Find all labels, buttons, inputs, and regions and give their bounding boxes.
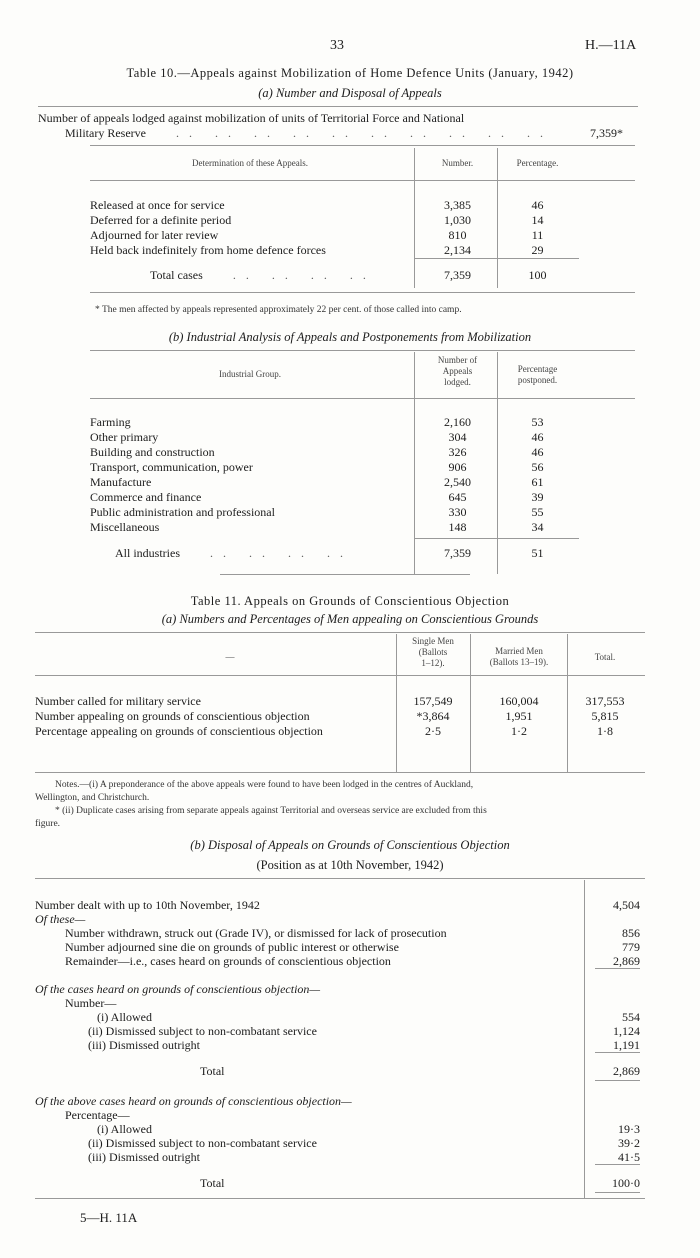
allowed-value: 554	[622, 1010, 640, 1024]
position-date: (Position as at 10th November, 1942)	[256, 858, 444, 872]
industry-row-number: 2,540	[444, 475, 471, 489]
col-divider	[414, 148, 415, 288]
objection-row-label: Number called for military service	[35, 694, 201, 708]
rule	[35, 675, 645, 676]
table11-notes-2: Wellington, and Christchurch.	[35, 793, 150, 803]
rule	[595, 1192, 640, 1193]
industry-row-label: Commerce and finance	[90, 490, 202, 504]
table11-notes-1: Notes.—(i) A preponderance of the above appeals were found to have been lodged in the centres of Auckland,	[55, 780, 474, 790]
page-number: 33	[330, 38, 344, 53]
page-signature: 5—H. 11A	[80, 1210, 138, 1225]
col-single-men: Single Men (Ballots 1–12).	[412, 636, 454, 668]
remainder-label: Remainder—i.e., cases heard on grounds of conscientious objection	[65, 954, 391, 968]
industry-row-number: 148	[448, 520, 467, 534]
col-divider	[470, 634, 471, 772]
col-divider	[497, 352, 498, 574]
col-married-men: Married Men (Ballots 13–19).	[489, 646, 549, 667]
determination-row-label: Deferred for a definite period	[90, 213, 232, 227]
rule	[35, 772, 645, 773]
adjourned-label: Number adjourned sine die on grounds of public interest or otherwise	[65, 940, 399, 954]
number-heading-label: Number—	[65, 996, 117, 1010]
rule	[35, 632, 645, 633]
determination-row-label: Held back indefinitely from home defence forces	[90, 243, 326, 257]
industry-row-pct: 55	[531, 505, 544, 519]
adjourned-value: 779	[622, 940, 640, 954]
industry-row-number: 326	[448, 445, 467, 459]
lodged-value: 7,359*	[590, 126, 623, 140]
rule	[90, 145, 635, 146]
industry-row-pct: 46	[531, 445, 544, 459]
determination-row-label: Released at once for service	[90, 198, 225, 212]
pct-outright-value: 41·5	[618, 1150, 640, 1164]
industry-row-number: 330	[448, 505, 467, 519]
objection-row-married: 1,951	[505, 709, 533, 723]
industry-row-label: Building and construction	[90, 445, 215, 459]
all-industries-number: 7,359	[444, 546, 471, 560]
table10-footnote: * The men affected by appeals represented approximately 22 per cent. of those called into camp.	[95, 305, 462, 315]
rule	[90, 180, 635, 181]
rule	[35, 1198, 645, 1199]
objection-row-single: 2·5	[425, 724, 441, 738]
determination-row-pct: 14	[531, 213, 544, 227]
col-percentage: Percentage.	[516, 158, 559, 168]
noncombatant-label: (ii) Dismissed subject to non-combatant service	[88, 1024, 317, 1038]
dealt-value: 4,504	[613, 898, 640, 912]
determination-row-number: 1,030	[444, 213, 471, 227]
industry-row-pct: 56	[531, 460, 544, 474]
rule	[38, 106, 638, 107]
above-heading-label: Of the above cases heard on grounds of conscientious objection—	[35, 1094, 352, 1108]
col-divider	[396, 634, 397, 772]
pct-noncombatant-label: (ii) Dismissed subject to non-combatant service	[88, 1136, 317, 1150]
determination-row-number: 810	[448, 228, 467, 242]
pct-total-value: 100·0	[612, 1176, 640, 1190]
col-industrial-group: Industrial Group.	[219, 369, 281, 379]
determination-row-label: Adjourned for later review	[90, 228, 219, 242]
objection-row-married: 1·2	[511, 724, 527, 738]
pct-allowed-value: 19·3	[618, 1122, 640, 1136]
table11-title: Table 11. Appeals on Grounds of Conscientious Objection	[190, 594, 510, 608]
pct-outright-label: (iii) Dismissed outright	[88, 1150, 200, 1164]
industry-row-label: Transport, communication, power	[90, 460, 253, 474]
rule	[414, 258, 579, 259]
industry-row-label: Farming	[90, 415, 131, 429]
table11-notes-3: * (ii) Duplicate cases arising from separate appeals against Territorial and overseas service are excluded from this	[55, 806, 487, 816]
pct-allowed-label: (i) Allowed	[97, 1122, 152, 1136]
total-cases-number: 7,359	[444, 268, 471, 282]
lodged-line2: Military Reserve .. .. .. .. .. .. .. .. .. ..	[65, 126, 553, 140]
total-cases-label: Total cases .. .. .. ..	[150, 268, 376, 282]
rule	[90, 398, 635, 399]
determination-row-pct: 11	[531, 228, 544, 242]
of-these-label: Of these—	[35, 912, 86, 926]
objection-row-single: *3,864	[416, 709, 450, 723]
objection-row-label: Percentage appealing on grounds of conscientious objection	[35, 724, 323, 738]
heard-heading-label: Of the cases heard on grounds of conscientious objection—	[35, 982, 321, 996]
pct-noncombatant-value: 39·2	[618, 1136, 640, 1150]
withdrawn-label: Number withdrawn, struck out (Grade IV), or dismissed for lack of prosecution	[65, 926, 447, 940]
rule	[595, 1164, 640, 1165]
outright-value: 1,191	[613, 1038, 640, 1052]
industry-row-number: 645	[448, 490, 467, 504]
all-industries-label: All industries .. .. .. ..	[115, 546, 353, 560]
industry-row-pct: 39	[531, 490, 544, 504]
table10-subtitle-b: (b) Industrial Analysis of Appeals and Postponements from Mobilization	[168, 330, 532, 344]
percentage-heading-label: Percentage—	[65, 1108, 130, 1122]
rule	[595, 968, 640, 969]
objection-row-total: 5,815	[591, 709, 619, 723]
col-divider	[567, 634, 568, 772]
industry-row-label: Manufacture	[90, 475, 152, 489]
table11-subtitle-a: (a) Numbers and Percentages of Men appealing on Conscientious Grounds	[161, 612, 539, 626]
industry-row-label: Miscellaneous	[90, 520, 160, 534]
document-reference: H.—11A	[585, 38, 637, 53]
objection-row-married: 160,004	[499, 694, 539, 708]
table10-title: Table 10.—Appeals against Mobilization of Home Defence Units (January, 1942)	[126, 66, 574, 80]
rule	[35, 878, 645, 879]
total-cases-pct: 100	[528, 268, 547, 282]
industry-row-number: 304	[448, 430, 467, 444]
col-divider	[584, 880, 585, 1198]
objection-row-total: 317,553	[585, 694, 625, 708]
objection-row-single: 157,549	[413, 694, 453, 708]
number-total-value: 2,869	[613, 1064, 640, 1078]
col-total: Total.	[594, 652, 616, 662]
col-appeals-lodged: Number of Appeals lodged.	[437, 355, 478, 387]
table10-subtitle-a: (a) Number and Disposal of Appeals	[258, 86, 442, 100]
col-divider	[497, 148, 498, 288]
objection-row-label: Number appealing on grounds of conscientious objection	[35, 709, 310, 723]
col-blank: —	[225, 652, 235, 662]
rule	[220, 574, 470, 575]
industry-row-pct: 53	[531, 415, 544, 429]
number-total-label: Total	[200, 1064, 225, 1078]
industry-row-number: 906	[448, 460, 467, 474]
col-divider	[414, 352, 415, 574]
all-industries-pct: 51	[531, 546, 544, 560]
industry-row-number: 2,160	[444, 415, 471, 429]
dealt-label: Number dealt with up to 10th November, 1942	[35, 898, 260, 912]
table11-subtitle-b: (b) Disposal of Appeals on Grounds of Conscientious Objection	[190, 838, 510, 852]
rule	[595, 1080, 640, 1081]
lodged-line1: Number of appeals lodged against mobilization of units of Territorial Force and National	[38, 111, 465, 125]
determination-row-number: 3,385	[444, 198, 471, 212]
rule	[414, 538, 579, 539]
determination-row-pct: 46	[531, 198, 544, 212]
allowed-label: (i) Allowed	[97, 1010, 152, 1024]
industry-row-label: Public administration and professional	[90, 505, 275, 519]
noncombatant-value: 1,124	[613, 1024, 640, 1038]
col-number: Number.	[441, 158, 474, 168]
industry-row-pct: 61	[531, 475, 544, 489]
rule	[90, 292, 635, 293]
outright-label: (iii) Dismissed outright	[88, 1038, 200, 1052]
industry-row-label: Other primary	[90, 430, 159, 444]
table11-notes-4: figure.	[35, 819, 61, 829]
remainder-value: 2,869	[613, 954, 640, 968]
rule	[90, 350, 635, 351]
determination-row-pct: 29	[531, 243, 544, 257]
col-determination: Determination of these Appeals.	[192, 158, 308, 168]
industry-row-pct: 34	[531, 520, 544, 534]
rule	[595, 1052, 640, 1053]
col-pct-postponed: Percentage postponed.	[517, 364, 558, 385]
withdrawn-value: 856	[622, 926, 640, 940]
objection-row-total: 1·8	[597, 724, 613, 738]
determination-row-number: 2,134	[444, 243, 471, 257]
industry-row-pct: 46	[531, 430, 544, 444]
pct-total-label: Total	[200, 1176, 225, 1190]
